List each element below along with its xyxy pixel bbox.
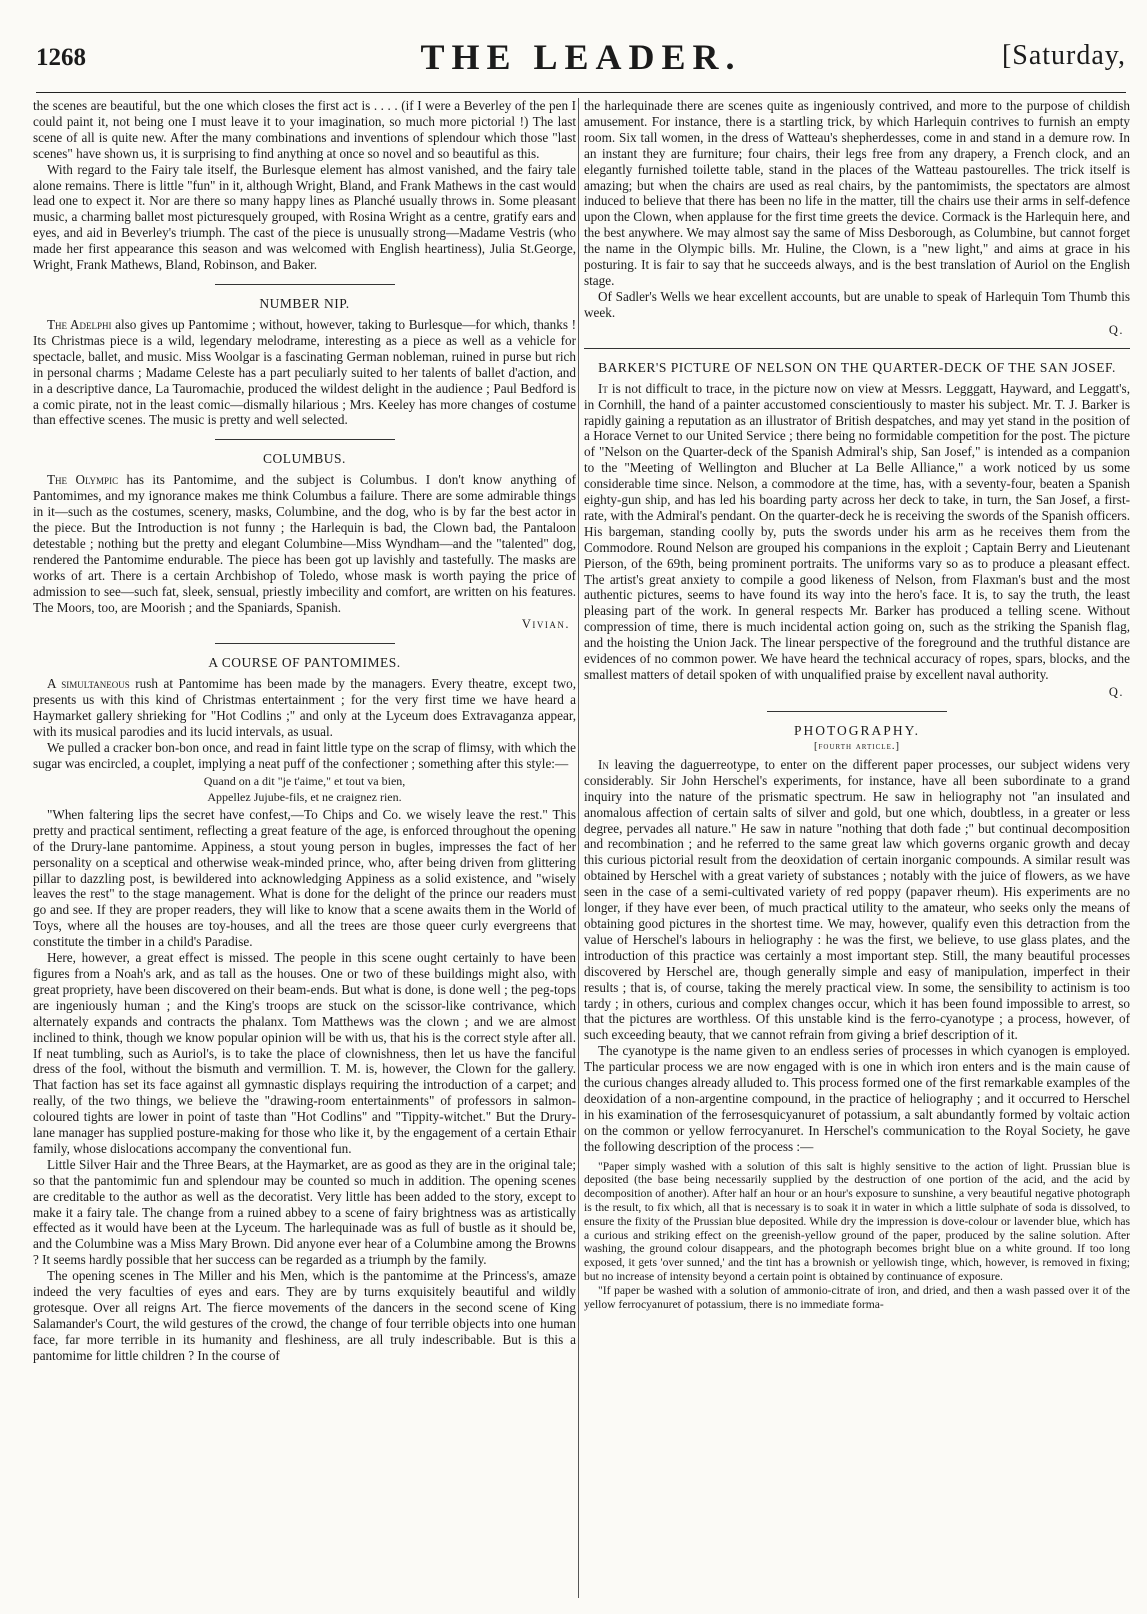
section-rule — [215, 439, 395, 440]
course-text-1: rush at Pantomime has been made by the managers. Every theatre, except two, presents us with this kind of Christmas entertainment ; for the very first time we have heard a Haymarket gallery shrieking for "Hot Codlins ;" and only at the Lyceum does Extravaganza appear, with its musical parodies and its lucid intervals, as usual. — [33, 676, 576, 740]
number-nip-paragraph — [33, 317, 576, 428]
couplet-line-1: Quand on a dit "je t'aime," et tout va bien, — [203, 773, 406, 788]
photography-subheading: [fourth article.] — [814, 740, 900, 752]
masthead — [36, 30, 1126, 93]
course-paragraph-6: The opening scenes in The Miller and his Men, which is the pantomime at the Princess's, amaze indeed the very faculties of eyes and ears. They are by turns exquisitely beautiful and wildly grotesque. Over all reigns Art. The fierce movements of the dancers in the second scene of King Salamander's Court, the wild gestures of the crowd, the change of four terrible objects into one human face, far more terrible in its humanity and fleshiness, are all truly indescribable. But is this a pantomime for little children ? In the course of — [33, 1268, 576, 1363]
barker-paragraph — [584, 381, 1130, 683]
herschel-quote-2: "If paper be washed with a solution of ammonio-citrate of iron, and dried, and then a wash passed over it of the yellow ferrocyanuret of potassium, there is no immediate forma- — [584, 1283, 1130, 1311]
heading-course-of-pantomimes: A COURSE OF PANTOMIMES. — [208, 655, 401, 671]
section-rule — [767, 711, 947, 712]
photography-lead: In — [598, 756, 609, 772]
page-number: 1268 — [36, 44, 86, 71]
columbus-lead: The Olympic — [47, 472, 119, 488]
course-paragraph-2: We pulled a cracker bon-bon once, and read in faint little type on the scrap of flimsy, with which the sugar was encircled, a couplet, implying a neat puff of the confectioner ; something after this style:— — [33, 740, 576, 771]
section-rule — [584, 348, 1130, 349]
section-rule — [215, 284, 395, 285]
course-lead: A simultaneous — [47, 676, 130, 692]
number-nip-lead: The Adelphi — [47, 316, 112, 332]
photography-paragraph-2: The cyanotype is the name given to an endless series of processes in which cyanogen is employed. The particular process we are now engaged with is one in which iron enters and is the main cause of the curious changes already alluded to. This process formed one of the first remarkable examples of the deoxidation of a non-argentine compound, in the practice of heliography ; and it occurred to Herschel in his examination of the ferrosesquicyanuret of potassium, a salt abundantly formed by voltaic action on the common or yellow ferrocyanuret. In Herschel's communication to the Royal Society, he gave the following description of the process :— — [584, 1043, 1130, 1154]
fairy-tale-paragraph-1: the scenes are beautiful, but the one which closes the first act is . . . . (if I were a Beverley of the pen I could paint it, not being one I must leave it to your imagination, so much more pictorial !) The last scene of all is quite new. After the many combinations and inventions of splendour which those "last scenes" have shown us, it is surprising to find anything at once so novel and so beautiful as this. — [33, 98, 576, 161]
photography-text-1: leaving the daguerreotype, to enter on the different paper processes, our subject widens very considerably. Sir John Herschel's experiments, for instance, have all been subordinate to a grand inquiry into the nature of the prismatic spectrum. He saw in heliography not "an insulated and anomalous affection of certain salts of silver and gold, but one which, doubtless, in a greater or less degree, pervades all nature." He saw in nature "nothing that doth fade ;" but continual decomposition and recombination ; and he referred to the same great law which governs organic growth and decay this curious pictorial result from the deoxidation of certain inorganic compounds. A similar result was obtained by Herschel with a great variety of substances ; notably with the juice of flowers, as we have seen in the case of a semi-cultivated variety of red poppy (papaver rheum). His experiments are no longer, if they have ever been, of much practical utility to the amateur, who seeks only the means of obtaining good pictures in the shortest time. We may, however, qualify even this detraction from the value of Herschel's labours in heliography : he was the first, we believe, to use glass plates, and the introduction of this practice was certainly a most important step. Still, the many beautiful processes discovered by Herschel are, though generally simple and easy of manipulation, imperfect in their results ; that is, of course, taking the merely practical view. In some, the sensibility to actinism is too tardy ; in others, curious and complex changes occur, which it has been found impossible to arrest, so that the pictures are worthless. Of this unstable kind is the ferro-cyanotype ; a process, however, of such exceeding beauty, that we cannot refrain from giving a brief description of it. — [584, 756, 1130, 1043]
course-paragraph-4: Here, however, a great effect is missed. The people in this scene ought certainly to have been figures from a Noah's ark, and as tall as the houses. One or two of these buildings might also, with great propriety, have been discovered on their beam-ends. But what is done, is done well ; the peg-tops are ingeniously human ; and the King's troops are stuck on the scissor-like contrivance, which alternately expands and contracts the phalanx. Tom Matthews was the clown ; and we are almost inclined to think, though we know popular opinion will be with us, that his is the correct style after all. If neat tumbling, such as Auriol's, is to take the place of clownishness, then let us have the fanciful dress of the fool, without the bismuth and vermillion. T. M. is, however, the Clown for the gallery. That faction has set its face against all gymnastic displays requiring the introduction of a carpet; and really, of the two things, we believe the "drawing-room entertainments" of professors in salmon-coloured tights are lower in point of taste than "Hot Codlins" and "Tippity-witchet." But the Drury-lane manager has supplied posture-making for those who like it, by the engagement of a certain Ethair family, whose dislocations accompany the conventional fun. — [33, 950, 576, 1156]
barker-lead: It — [598, 380, 608, 396]
barker-signature: Q. — [1108, 684, 1124, 699]
course-paragraph-5: Little Silver Hair and the Three Bears, at the Haymarket, are as good as they are in the original tale; so that the pantomimic fun and splendour may be counted so much in addition. The opening scenes are creditable to the author as well as the decoratist. Very little has been added to the story, except to make it a fairy tale. The change from a ruined abbey to a scene of fairy brightness was as artistically effected as it would have been at the Lyceum. The harlequinade was as full of bustle as it should be, and the Columbine was a Miss Mary Brown. Did anyone ever hear of a Columbine among the Browns ? It seems hardly possible that her success can be regarded as a triumph by the family. — [33, 1156, 576, 1268]
columbus-text: has its Pantomime, and the subject is Columbus. I don't know anything of Pantomimes, and my ignorance makes me think Columbus a failure. There are some admirable things in it—such as the costumes, scenery, masks, Columbine, and the dog, who is by far the best actor in the piece. But the Introduction is not funny ; the Harlequin is bad, the Clown bad, the Pantaloon detestable ; nothing but the pretty and elegant Columbine—Miss Wyndham—and the "talented" dog, rendered the Pantomime endurable. The piece has been got up lavishly and tastefully. The masks are works of art. There is a certain Archbishop of Toledo, whose mask is worth paying the price of admission to see—such fat, sleek, sensual, priestly imbecility and comfort, are written on his features. The Moors, too, are Moorish ; and the Spaniards, Spanish. — [33, 472, 576, 615]
photography-paragraph-1 — [584, 757, 1130, 1043]
heading-columbus: COLUMBUS. — [263, 451, 346, 467]
barker-text: is not difficult to trace, in the picture now on view at Messrs. Legggatt, Hayward, and Leggatt's, in Cornhill, the hand of a painter accustomed conscientiously to master his subject. Mr. T. J. Barker is rapidly gaining a reputation as an illustrator of British despatches, and may yet stand in the position of a Horace Vernet to our United Service ; there being no formidable competition for the post. The picture of "Nelson on the Quarter-deck of the Spanish Admiral's ship, San Josef," is intended as a companion to the "Meeting of Wellington and Blucher at La Belle Alliance," a work noticed by us some considerable time since. Nelson, a commodore at the time, has, with a seventy-four, beaten a Spanish eighty-gun ship, and has led his boarding party across her deck to take, in turn, the San Josef, a first-rate, with the Admiral's pendant. On the quarter-deck he is receiving the swords of the Spanish officers. His bargeman, standing coolly by, puts the swords under his arm as he receives them from the Commodore. Round Nelson are grouped his companions in the exploit ; Captain Berry and Lieutenant Pierson, of the 69th, being prominent portraits. The uniforms vary so as to produce a pleasant effect. The artist's great anxiety to compile a good likeness of Nelson, from Flaxman's bust and the most authentic pictures, seems to have found its way into the hero's face. It is, to say the truth, the least pleasing part of the work. In general respects Mr. Barker has produced a telling scene. Without compression of time, there is much incidental action going on, such as the striking the Spanish flag, and the hoisting the Union Jack. The linear perspective of the foreground and the truthful distance are evidences of no common power. We have heard the technical accuracy of ropes, spars, blocks, and the smallest matters of detail spoken of with unqualified praise by excellent naval authority. — [584, 380, 1130, 682]
heading-photography: PHOTOGRAPHY. — [794, 722, 920, 738]
right-column — [584, 98, 1130, 1598]
newspaper-title: THE LEADER. — [420, 37, 742, 77]
heading-barker-picture: BARKER'S PICTURE OF NELSON ON THE QUARTER-DECK OF THE SAN JOSEF. — [598, 359, 1116, 375]
course-paragraph-3: "When faltering lips the secret have confest,—To Chips and Co. we wisely leave the rest." This pretty and practical sentiment, reflecting a great feature of the age, is enforced throughout the opening of the Drury-lane pantomime. Appiness, a stout young person in bugles, impresses the fact of her personality on a sceptical and otherwise weak-minded prince, who, after being driven from glittering pillar to dazzling post, is bewildered into acknowledging Appiness as a solid existence, and "wisely leaves the rest" to the stage management. What is done for the delight of the prince our readers must go and see. If they are proper readers, they will like to know that a scene awaits them in the World of Toys, where all the houses are toy-houses, and all the trees are those queer curly evergreens that constitute the timber in a child's Paradise. — [33, 806, 576, 950]
fairy-tale-paragraph-2: With regard to the Fairy tale itself, the Burlesque element has almost vanished, and the fairy tale alone remains. There is little "fun" in it, although Wright, Bland, and Frank Mathews in the cast would lead one to expect it. Nor are there so many happy lines as Planché usually throws in. Some pleasant music, a charming ballet most picturesquely grouped, with Rosina Wright as a centre, gratify ears and eyes, and aid in Beverley's triumph. The cast of the piece is unusually strong—Madame Vestris (who made her first appearance this season and was welcomed with English heartiness), Julia St.George, Wright, Frank Mathews, Bland, Robinson, and Baker. — [33, 161, 576, 273]
columbus-paragraph — [33, 472, 576, 615]
heading-number-nip: NUMBER NIP. — [259, 295, 350, 311]
section-rule — [215, 643, 395, 644]
column-divider — [578, 98, 579, 1598]
harlequinade-paragraph: the harlequinade there are scenes quite as ingeniously contrived, and more to the purpose of childish amusement. For instance, there is a startling trick, by which Harlequin contrives to furnish an empty room. Six tall women, in the dress of Watteau's shepherdesses, come in and stand in a demure row. In an instant they are furniture; four chairs, their legs free from any drapery, a French clock, and an elegantly furnished toilette table, stand in the places of the Watteau pastourelles. The trick itself is amazing; but when the chairs are used as real chairs, by the pantomimists, the spectators are almost induced to believe that there has been no life in the matter, till the chairs use their arms in self-defence upon the Clown, when applause for the first time greets the device. Cormack is the Harlequin here, and the best anywhere. We may almost say the same of Miss Desborough, as Columbine, but cannot forget the name in the Olympic bills. Mr. Huline, the Clown, is a "new light," and aims at grace in his posturing. It is fair to say that he succeeds always, and is the best translation of Auriol on the English stage. — [584, 98, 1130, 288]
masthead-day: [Saturday, — [1001, 40, 1126, 71]
course-paragraph-1 — [33, 676, 576, 740]
number-nip-text: also gives up Pantomime ; without, however, taking to Burlesque—for which, thanks ! Its Christmas piece is a wild, legendary melodrame, interesting as a piece as well as a vehicle for spectacle, ballet, and music. Miss Woolgar is a fascinating German nobleman, ruined in purse but rich in personal charms ; Madame Celeste has a part peculiarly suited to her talents of ballet d'action, and in a descriptive dance, La Tauromachie, produced the wildest delight in the audience ; Paul Bedford is a comic pirate, not in the least comic—dismally hilarious ; Mrs. Keeley has more changes of costume than effective scenes. The music is pretty and well selected. — [33, 316, 576, 428]
sadlers-wells-signature: Q. — [1108, 322, 1124, 337]
herschel-quote-1: "Paper simply washed with a solution of this salt is highly sensitive to the action of light. Prussian blue is deposited (the base being necessarily supplied by the destruction of one portion of the acid, and the acid by decomposition of another). After half an hour or an hour's exposure to sunshine, a very beautiful negative photograph is the result, to fix which, all that is necessary is to soak it in water in which a little sulphate of soda is dissolved, to ensure the fixity of the Prussian blue deposited. While dry the impression is dove-colour or lavender blue, which has a curious and striking effect on the greenish-yellow ground of the paper, produced by the saline solution. After washing, the ground colour disappears, and the photograph becomes bright blue on a white ground. If too long exposed, it gets 'over sunned,' and the tint has a brownish or yellowish tinge, which, however, is removed in fixing; but no increase of intensity beyond a certain point is obtained by continuance of exposure. — [584, 1159, 1130, 1283]
left-column — [33, 98, 576, 1598]
columbus-signature: Vivian. — [521, 617, 570, 632]
couplet-line-2: Appellez Jujube-fils, et ne craignez rien. — [207, 790, 402, 805]
sadlers-wells-paragraph: Of Sadler's Wells we hear excellent accounts, but are unable to speak of Harlequin Tom Thumb this week. — [584, 288, 1130, 320]
